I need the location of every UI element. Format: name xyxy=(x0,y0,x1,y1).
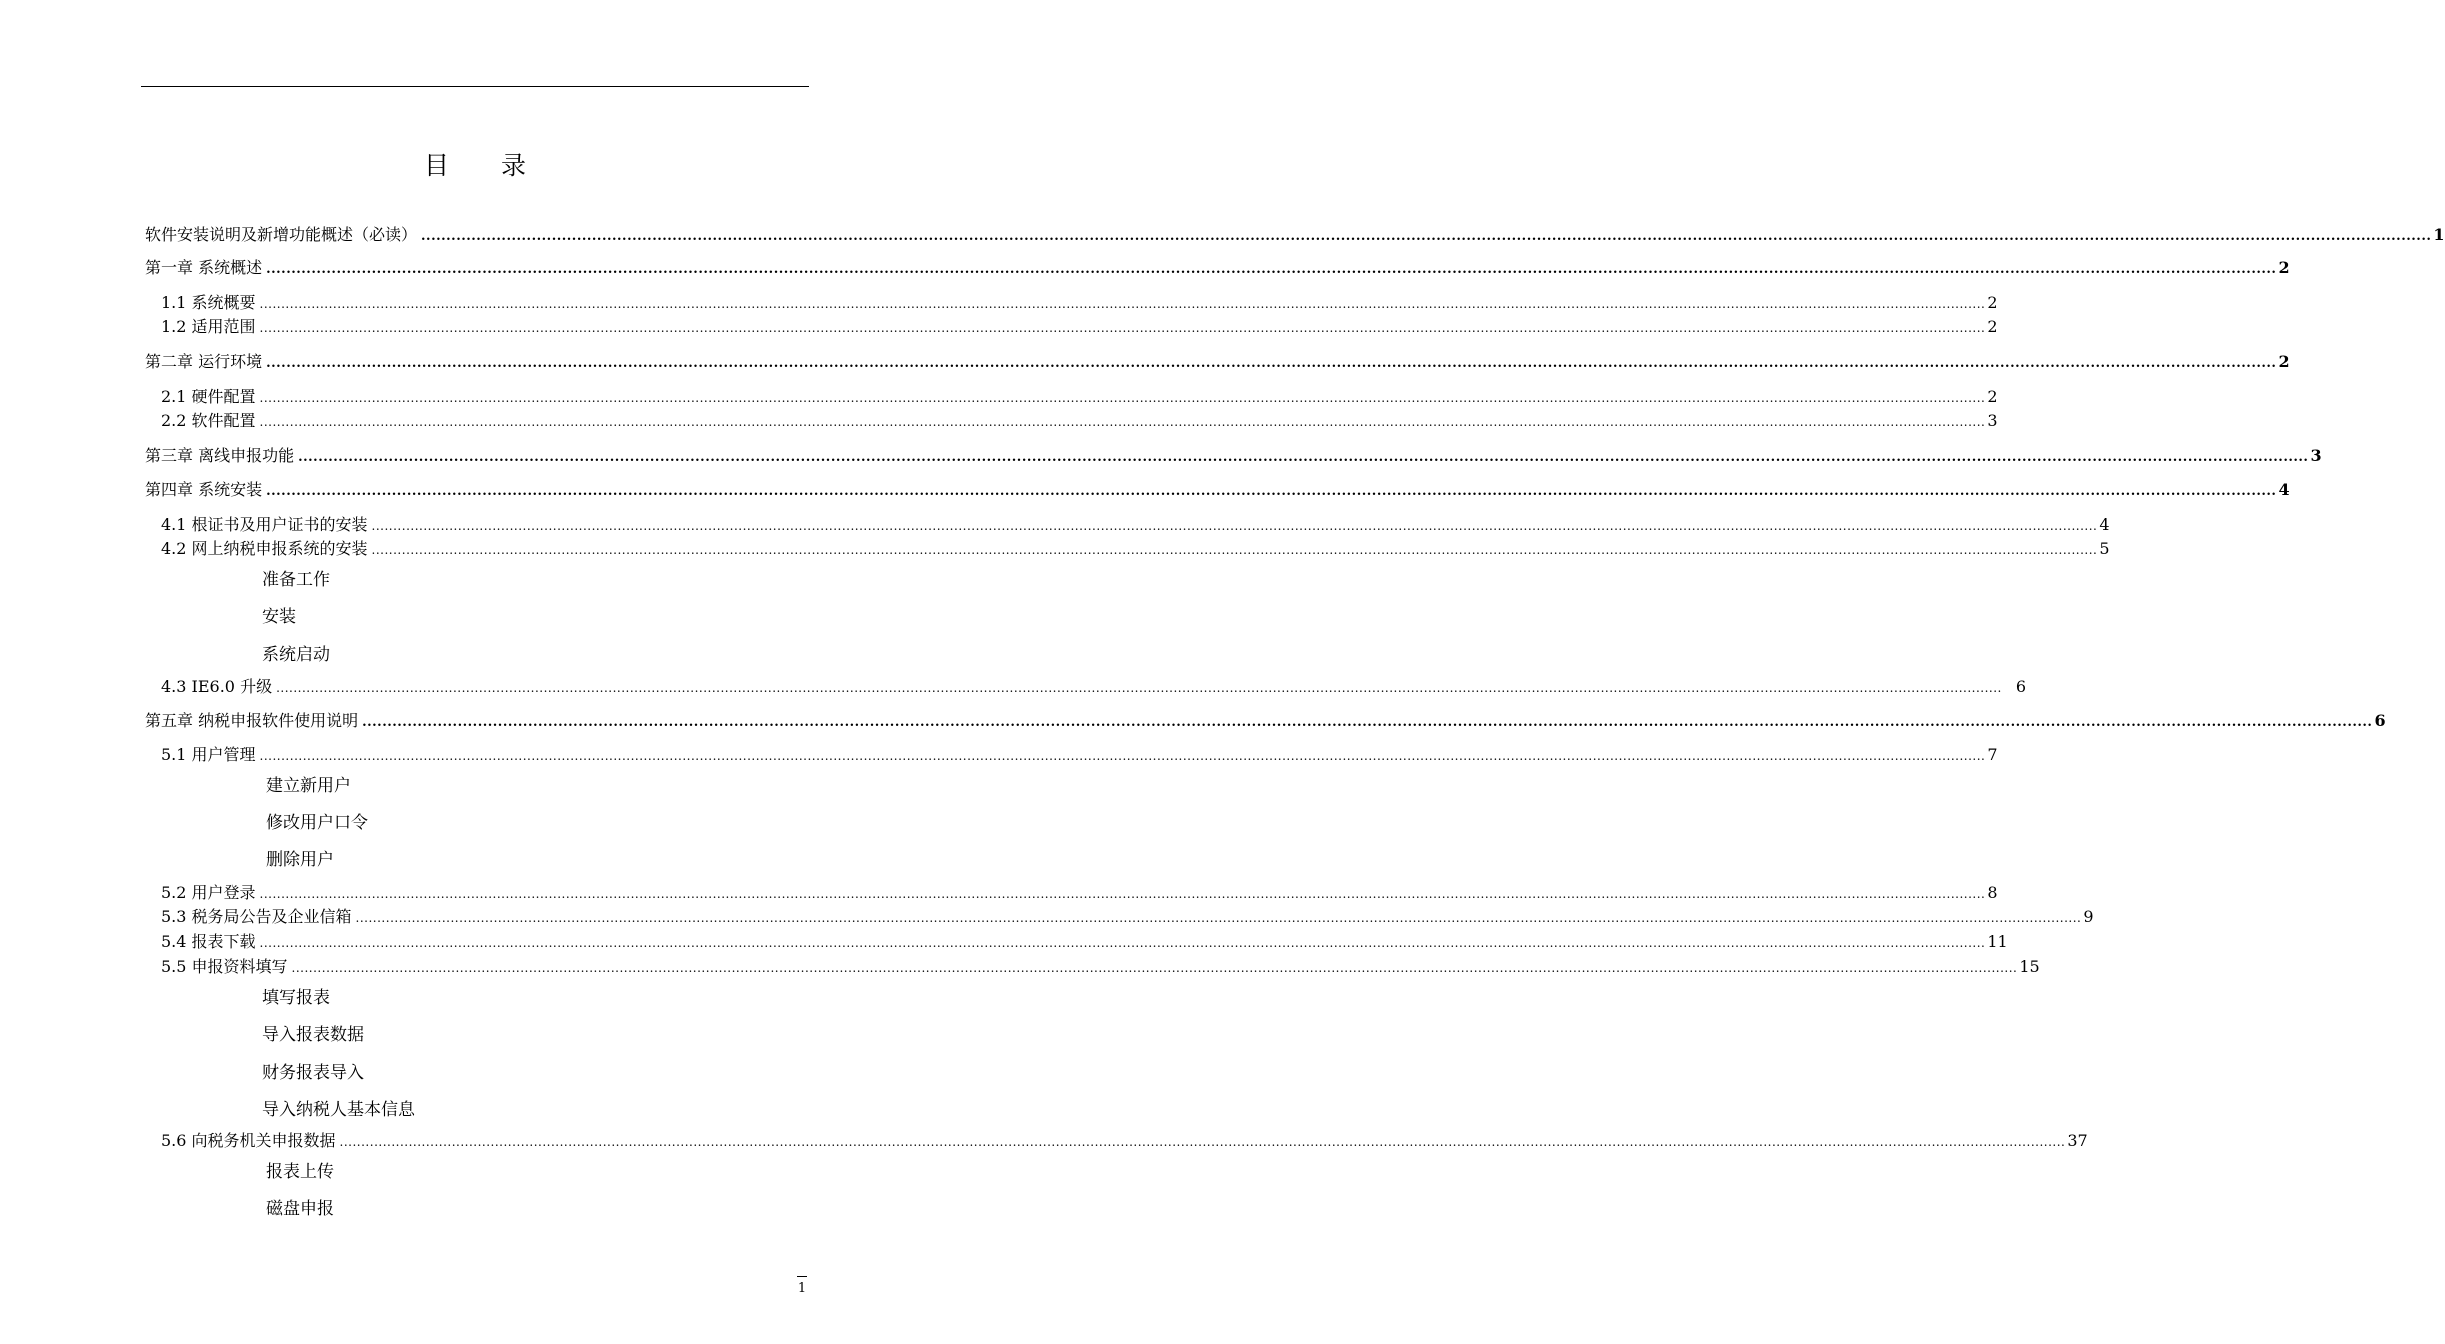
toc-entry-5-1[interactable] xyxy=(161,744,1998,766)
dot-leader: ................................................................................................................................................................................................................................................................................................................................................................................................................ xyxy=(371,543,2098,557)
toc-subitem[interactable]: 磁盘申报 xyxy=(266,1199,334,1219)
dot-leader: ................................................................................................................................................................................................................................................................................................................................................................................................................ xyxy=(266,484,2277,499)
toc-entry-page: 1 xyxy=(2433,225,2445,244)
dot-leader: ................................................................................................................................................................................................................................................................................................................................................................................................................ xyxy=(362,715,2373,730)
toc-subitem[interactable]: 填写报表 xyxy=(262,988,330,1008)
toc-entry-page: 2 xyxy=(1987,293,1998,312)
header-rule xyxy=(141,86,809,87)
toc-entry-page: 6 xyxy=(2374,711,2386,730)
toc-entry-4-3[interactable] xyxy=(161,676,2027,698)
toc-entry-page: 2 xyxy=(1987,317,1998,336)
dot-leader: ................................................................................................................................................................................................................................................................................................................................................................................................................ xyxy=(259,391,1986,405)
dot-leader: ................................................................................................................................................................................................................................................................................................................................................................................................................ xyxy=(259,297,1986,311)
toc-entry-preface[interactable] xyxy=(145,224,2445,246)
toc-entry-chapter-2[interactable] xyxy=(145,351,2290,373)
dot-leader: ................................................................................................................................................................................................................................................................................................................................................................................................................ xyxy=(266,356,2277,371)
toc-subitem[interactable]: 导入纳税人基本信息 xyxy=(262,1100,415,1120)
toc-entry-page: 7 xyxy=(1987,745,1998,764)
toc-entry-label: 4.1 根证书及用户证书的安装 xyxy=(161,515,368,534)
toc-entry-5-3[interactable] xyxy=(161,906,2094,928)
toc-entry-label: 5.4 报表下载 xyxy=(161,932,256,951)
toc-entry-2-2[interactable] xyxy=(161,410,1998,432)
dot-leader: ................................................................................................................................................................................................................................................................................................................................................................................................................ xyxy=(266,262,2277,277)
toc-entry-page: 2 xyxy=(1987,387,1998,406)
toc-entry-label: 5.1 用户管理 xyxy=(161,745,256,764)
toc-subitem[interactable]: 删除用户 xyxy=(266,850,334,870)
toc-entry-5-2[interactable] xyxy=(161,882,1998,904)
toc-entry-page: 8 xyxy=(1987,883,1998,902)
toc-subitem[interactable]: 建立新用户 xyxy=(266,776,351,796)
toc-entry-label: 第五章 纳税申报软件使用说明 xyxy=(145,711,359,730)
dot-leader: ................................................................................................................................................................................................................................................................................................................................................................................................................ xyxy=(355,911,2082,925)
toc-entry-1-2[interactable] xyxy=(161,316,1998,338)
toc-entry-chapter-1[interactable] xyxy=(145,257,2290,279)
toc-entry-chapter-3[interactable] xyxy=(145,445,2322,467)
toc-entry-label: 4.2 网上纳税申报系统的安装 xyxy=(161,539,368,558)
toc-entry-page: 6 xyxy=(2015,677,2027,696)
toc-entry-page: 4 xyxy=(2099,515,2110,534)
toc-entry-page: 2 xyxy=(2278,352,2290,371)
toc-entry-5-4[interactable] xyxy=(161,931,2008,953)
page-number: 1 xyxy=(797,1281,807,1296)
toc-subitem[interactable]: 财务报表导入 xyxy=(262,1063,364,1083)
toc-entry-page: 37 xyxy=(2067,1131,2088,1150)
toc-entry-label: 第一章 系统概述 xyxy=(145,258,263,277)
toc-entry-label: 5.6 向税务机关申报数据 xyxy=(161,1131,336,1150)
toc-entry-chapter-5[interactable] xyxy=(145,710,2386,732)
dot-leader: ................................................................................................................................................................................................................................................................................................................................................................................................................ xyxy=(371,519,2098,533)
toc-entry-label: 4.3 IE6.0 升级 xyxy=(161,677,273,696)
toc-entry-page: 11 xyxy=(1987,932,2008,951)
toc-entry-page: 5 xyxy=(2099,539,2110,558)
toc-entry-5-5[interactable] xyxy=(161,956,2040,978)
toc-entry-4-1[interactable] xyxy=(161,514,2110,536)
toc-entry-label: 1.1 系统概要 xyxy=(161,293,256,312)
toc-entry-label: 第三章 离线申报功能 xyxy=(145,446,295,465)
toc-subitem[interactable]: 导入报表数据 xyxy=(262,1025,364,1045)
toc-entry-chapter-4[interactable] xyxy=(145,479,2290,501)
toc-subitem[interactable]: 安装 xyxy=(262,607,296,627)
dot-leader: ................................................................................................................................................................................................................................................................................................................................................................................................................ xyxy=(291,961,2018,975)
dot-leader: ................................................................................................................................................................................................................................................................................................................................................................................................................ xyxy=(298,450,2309,465)
dot-leader: ................................................................................................................................................................................................................................................................................................................................................................................................................ xyxy=(259,415,1986,429)
toc-entry-label: 5.2 用户登录 xyxy=(161,883,256,902)
dot-leader: ................................................................................................................................................................................................................................................................................................................................................................................................................ xyxy=(259,936,1986,950)
dot-leader: ................................................................................................................................................................................................................................................................................................................................................................................................................ xyxy=(259,887,1986,901)
toc-entry-page: 2 xyxy=(2278,258,2290,277)
toc-entry-label: 5.5 申报资料填写 xyxy=(161,957,288,976)
page-title xyxy=(0,146,950,182)
toc-entry-label: 2.2 软件配置 xyxy=(161,411,256,430)
toc-entry-1-1[interactable] xyxy=(161,292,1998,314)
toc-entry-page: 4 xyxy=(2278,480,2290,499)
dot-leader: ................................................................................................................................................................................................................................................................................................................................................................................................................ xyxy=(259,749,1986,763)
toc-subitem[interactable]: 修改用户口令 xyxy=(266,813,368,833)
dot-leader: ................................................................................................................................................................................................................................................................................................................................................................................................................ xyxy=(339,1135,2066,1149)
toc-subitem[interactable]: 系统启动 xyxy=(262,645,330,665)
toc-entry-label: 第二章 运行环境 xyxy=(145,352,263,371)
toc-entry-label: 1.2 适用范围 xyxy=(161,317,256,336)
title-char-1: 目 xyxy=(423,151,449,180)
dot-leader: ................................................................................................................................................................................................................................................................................................................................................................................................................ xyxy=(259,321,1986,335)
toc-entry-label: 5.3 税务局公告及企业信箱 xyxy=(161,907,352,926)
dot-leader: ................................................................................................................................................................................................................................................................................................................................................................................................................ xyxy=(276,681,2002,695)
dot-leader: ................................................................................................................................................................................................................................................................................................................................................................................................................ xyxy=(421,229,2432,244)
toc-entry-2-1[interactable] xyxy=(161,386,1998,408)
toc-entry-label: 软件安装说明及新增功能概述（必读） xyxy=(145,225,418,244)
toc-entry-page: 9 xyxy=(2083,907,2094,926)
toc-entry-page: 3 xyxy=(2310,446,2322,465)
toc-entry-page: 15 xyxy=(2019,957,2040,976)
toc-entry-page: 3 xyxy=(1987,411,1998,430)
title-char-2: 录 xyxy=(501,151,527,180)
footer-rule xyxy=(797,1276,807,1277)
toc-entry-5-6[interactable] xyxy=(161,1130,2088,1152)
toc-entry-label: 2.1 硬件配置 xyxy=(161,387,256,406)
toc-entry-4-2[interactable] xyxy=(161,538,2110,560)
toc-subitem[interactable]: 准备工作 xyxy=(262,570,330,590)
toc-entry-label: 第四章 系统安装 xyxy=(145,480,263,499)
toc-subitem[interactable]: 报表上传 xyxy=(266,1162,334,1182)
